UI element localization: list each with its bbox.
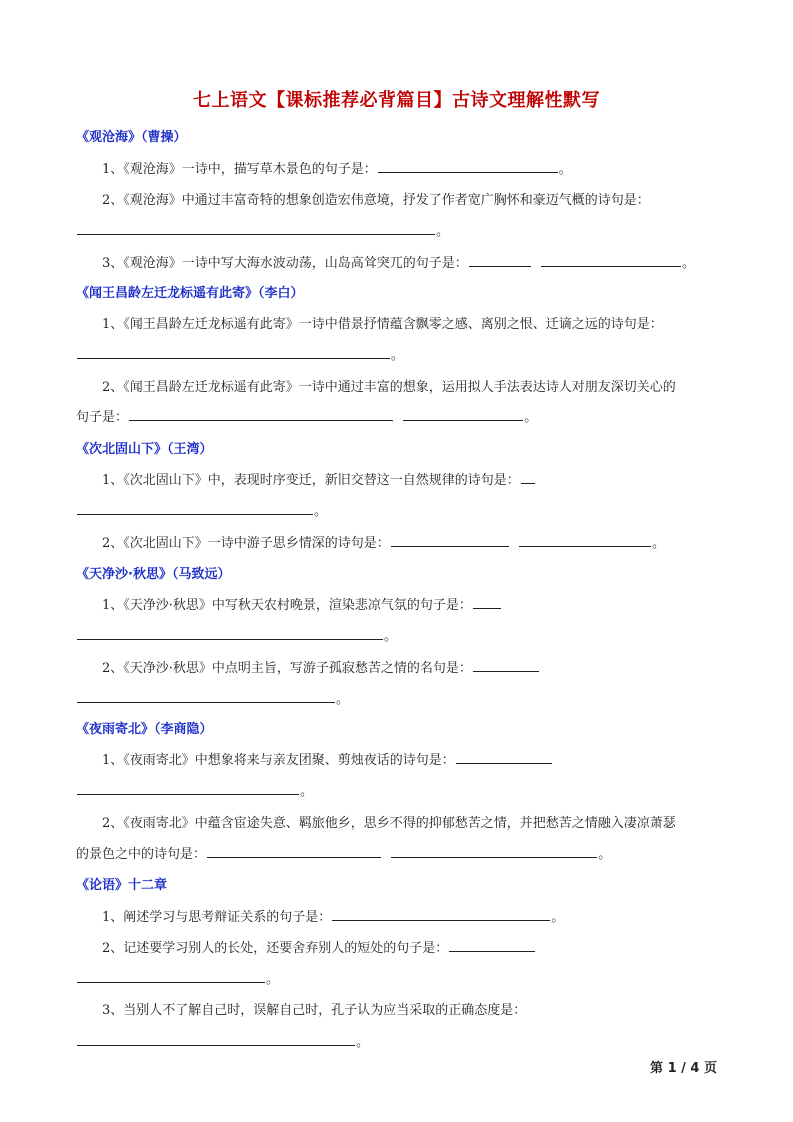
question-line (102, 657, 540, 676)
answer-blank[interactable] (403, 407, 523, 421)
question-line (102, 937, 536, 956)
answer-blank[interactable] (519, 533, 651, 547)
answer-blank[interactable] (77, 501, 313, 515)
answer-blank[interactable] (77, 689, 335, 703)
period: 。 (300, 784, 314, 799)
question-text: 2、《观沧海》中通过丰富奇特的想象创造宏伟意境，抒发了作者宽广胸怀和豪迈气概的诗句是： (102, 193, 650, 208)
question-text: 3、《观沧海》一诗中写大海水波动荡，山岛高耸突兀的句子是： (102, 256, 468, 271)
answer-blank[interactable] (77, 969, 265, 983)
question-line (102, 749, 553, 768)
period: 。 (524, 410, 538, 425)
answer-line (76, 500, 327, 519)
period: 。 (598, 847, 612, 862)
answer-line (76, 625, 397, 644)
period: 。 (682, 256, 696, 271)
question-text: 1、《夜雨寄北》中想象将来与亲友团聚、剪烛夜话的诗句是： (102, 753, 455, 768)
page-number: 第 1 / 4 页 (650, 1061, 717, 1076)
answer-blank[interactable] (456, 750, 552, 764)
section-heading-tian-jing-sha: 《天净沙·秋思》（马致远） (76, 567, 231, 582)
period: 。 (314, 504, 328, 519)
answer-blank[interactable] (473, 595, 501, 609)
question-text: 1、《观沧海》一诗中，描写草木景色的句子是： (102, 162, 377, 177)
section-heading-ci-beigu-shan: 《次北固山下》（王湾） (76, 442, 213, 457)
answer-line (76, 220, 449, 239)
section-heading-wen-wang-changling: 《闻王昌龄左迁龙标遥有此寄》（李白） (76, 286, 304, 301)
answer-blank[interactable] (77, 345, 390, 359)
question-line (102, 812, 676, 831)
question-line (102, 999, 526, 1018)
period: 。 (336, 692, 350, 707)
answer-blank[interactable] (469, 253, 531, 267)
answer-blank[interactable] (449, 938, 535, 952)
question-text: 的景色之中的诗句是： (76, 847, 207, 862)
answer-blank[interactable] (332, 907, 550, 921)
answer-blank[interactable] (77, 221, 435, 235)
question-text: 句子是： (76, 410, 129, 425)
question-text: 1、阐述学习与思考辩证关系的句子是： (102, 910, 332, 925)
period: 。 (356, 1035, 370, 1050)
period: 。 (551, 910, 565, 925)
answer-blank[interactable] (77, 781, 299, 795)
question-text: 2、记述要学习别人的长处，还要舍弃别人的短处的句子是： (102, 941, 449, 956)
period: 。 (436, 224, 450, 239)
answer-line (76, 688, 349, 707)
question-line (102, 532, 665, 551)
question-line (102, 469, 536, 488)
question-line (102, 906, 564, 925)
answer-blank[interactable] (77, 626, 383, 640)
answer-blank[interactable] (77, 1032, 355, 1046)
section-heading-guan-cang-hai: 《观沧海》（曹操） (76, 130, 187, 145)
question-line (102, 189, 650, 208)
question-text: 1、《次北固山下》中，表现时序变迁，新旧交替这一自然规律的诗句是： (102, 473, 520, 488)
section-heading-lun-yu: 《论语》十二章 (76, 878, 168, 893)
answer-line (76, 780, 313, 799)
answer-line (76, 968, 279, 987)
question-line (76, 406, 537, 425)
question-text: 1、《闻王昌龄左迁龙标遥有此寄》一诗中借景抒情蕴含飘零之感、离别之恨、迁谪之远的诗句是： (102, 317, 663, 332)
question-text: 1、《天净沙·秋思》中写秋天农村晚景，渲染悲凉气氛的句子是： (102, 598, 472, 613)
answer-line (76, 344, 404, 363)
question-line (102, 594, 502, 613)
answer-line (76, 1031, 369, 1050)
period: 。 (384, 629, 398, 644)
answer-blank[interactable] (129, 407, 393, 421)
answer-blank[interactable] (473, 658, 539, 672)
answer-blank[interactable] (391, 844, 597, 858)
question-line (102, 376, 676, 395)
answer-blank[interactable] (391, 533, 509, 547)
period: 。 (652, 536, 666, 551)
question-text: 2、《天净沙·秋思》中点明主旨，写游子孤寂愁苦之情的名句是： (102, 661, 472, 676)
document-title: 七上语文【课标推荐必背篇目】古诗文理解性默写 (193, 90, 600, 111)
question-line (76, 843, 611, 862)
question-line (102, 313, 663, 332)
period: 。 (391, 348, 405, 363)
period: 。 (558, 162, 572, 177)
answer-blank[interactable] (521, 470, 535, 484)
question-text: 3、当别人不了解自己时，误解自己时，孔子认为应当采取的正确态度是： (102, 1003, 527, 1018)
answer-blank[interactable] (207, 844, 381, 858)
question-text: 2、《次北固山下》一诗中游子思乡情深的诗句是： (102, 536, 390, 551)
question-line (102, 158, 572, 177)
question-line (102, 252, 695, 271)
question-text: 2、《夜雨寄北》中蕴含宦途失意、羁旅他乡，思乡不得的抑郁愁苦之情，并把愁苦之情融入凄凉萧瑟 (102, 816, 676, 831)
period: 。 (266, 972, 280, 987)
answer-blank[interactable] (378, 159, 558, 173)
answer-blank[interactable] (541, 253, 681, 267)
question-text: 2、《闻王昌龄左迁龙标遥有此寄》一诗中通过丰富的想象，运用拟人手法表达诗人对朋友深切关心的 (102, 380, 676, 395)
section-heading-ye-yu-ji-bei: 《夜雨寄北》（李商隐） (76, 722, 213, 737)
